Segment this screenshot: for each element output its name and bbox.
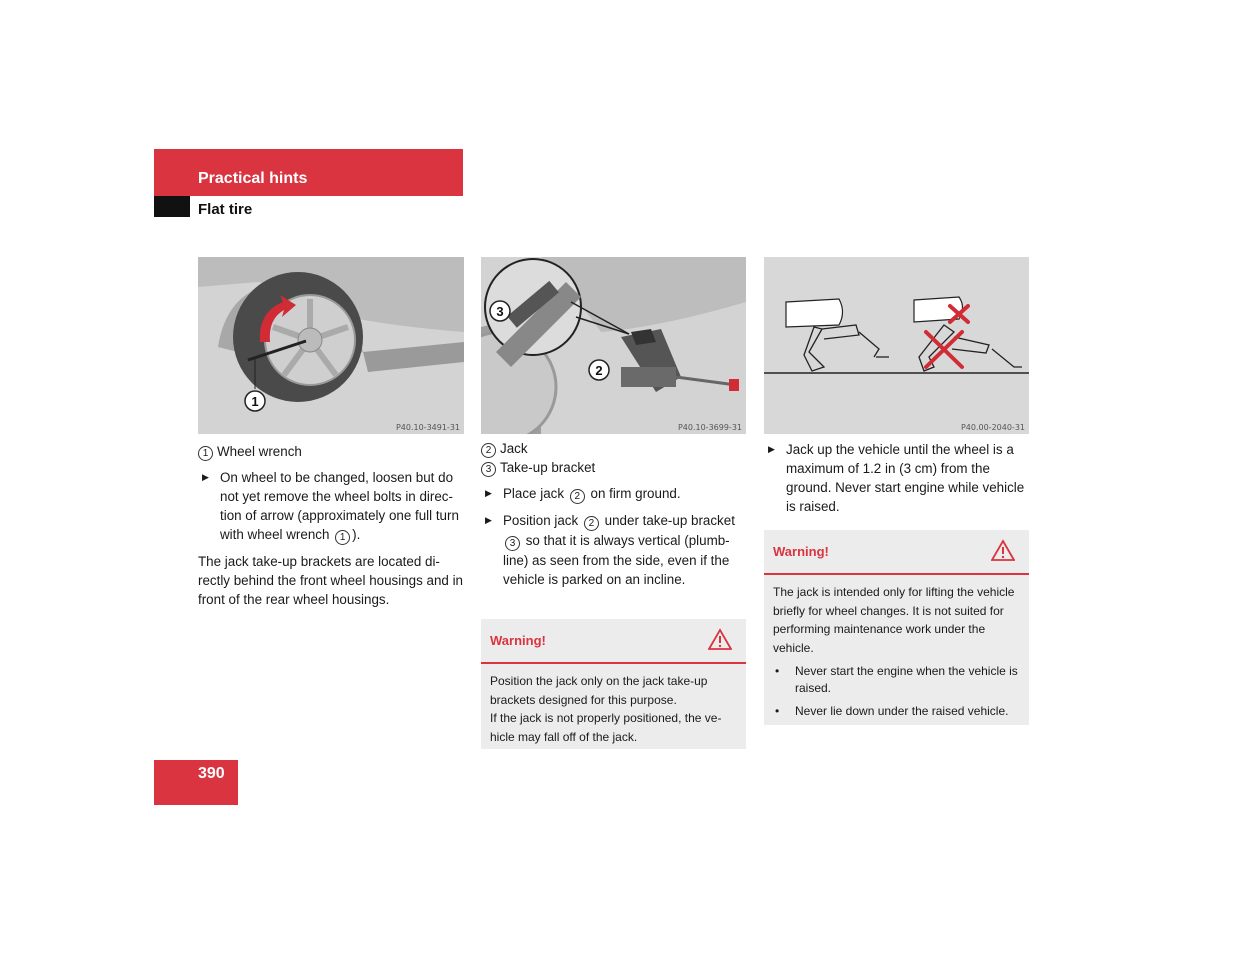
warning-text: The jack is intended only for lifting the vehicle briefly for wheel changes. It is not suited for performing maintenance work under the vehicle. (773, 585, 1015, 655)
callout-number: 2 (481, 443, 496, 458)
figure-code: P40.00-2040-31 (960, 423, 1025, 432)
triangle-right-icon: ▶ (485, 488, 492, 498)
warning-header (764, 530, 1029, 575)
instruction-step: ▶ Jack up the vehicle until the wheel is a maximum of 1.2 in (3 cm) from the ground. Never start engine while vehicle is raised. (768, 442, 1025, 514)
paragraph: The jack take-up brackets are located di-rectly behind the front wheel housings and in front of the rear wheel housings. (198, 554, 464, 607)
figure-jack-position (481, 257, 746, 434)
callout-number: 2 (570, 489, 585, 504)
callout-number: 1 (335, 530, 350, 545)
figure-code: P40.10-3491-31 (395, 423, 460, 432)
callout-number: 3 (505, 536, 520, 551)
column-2-text (481, 439, 749, 589)
subsection-title: Flat tire (198, 201, 253, 218)
instruction-step: ▶ Place jack 2 on firm ground. (485, 486, 681, 502)
triangle-right-icon: ▶ (768, 444, 775, 454)
triangle-right-icon: ▶ (485, 515, 492, 525)
column-3-text (764, 440, 1032, 516)
legend-label: Jack (500, 441, 528, 456)
callout-number: 2 (584, 516, 599, 531)
warning-body (481, 664, 746, 752)
warning-triangle-icon (708, 628, 732, 650)
warning-box (481, 619, 746, 749)
bullet-dot: • (775, 704, 780, 718)
warning-header (481, 619, 746, 664)
legend-label: Take-up bracket (500, 460, 596, 475)
legend-item (481, 458, 749, 477)
column-1-text (198, 442, 466, 609)
callout-1: 1 (251, 394, 259, 409)
warning-title: Warning! (490, 633, 546, 648)
callout-2: 2 (595, 363, 603, 378)
legend-item (198, 442, 466, 461)
bullet-item: • Never start the engine when the vehicle is raised. (775, 664, 1018, 695)
subsection-marker (154, 196, 190, 217)
warning-text: If the jack is not properly positioned, the ve-hicle may fall off of the jack. (490, 711, 722, 744)
bullet-item: • Never lie down under the raised vehicle. (775, 704, 1009, 718)
instruction-step: ▶ Position jack 2 under take-up bracket 3 so that it is always vertical (plumb-line) as seen from the side, even if the vehicle is parked on an incline. (485, 513, 735, 587)
legend-item (481, 439, 749, 458)
warning-body (764, 575, 1029, 726)
callout-3: 3 (496, 304, 504, 319)
bullet-dot: • (775, 664, 780, 678)
instruction-step: ▶ On wheel to be changed, loosen but do not yet remove the wheel bolts in direc-tion of arrow (approximately one full turn with wheel wrench 1 ). (202, 470, 459, 543)
warning-box (764, 530, 1029, 725)
warning-text: Position the jack only on the jack take-up brackets designed for this purpose. (490, 674, 708, 707)
warning-title: Warning! (773, 544, 829, 559)
page-number-box (154, 760, 238, 805)
triangle-right-icon: ▶ (202, 472, 209, 482)
figure-wheel-wrench (198, 257, 464, 434)
callout-number: 1 (198, 446, 213, 461)
page-number: 390 (198, 765, 225, 782)
figure-jack-correct-incorrect (764, 257, 1029, 434)
callout-number: 3 (481, 462, 496, 477)
section-title: Practical hints (198, 170, 308, 187)
legend-label: Wheel wrench (217, 444, 302, 459)
figure-code: P40.10-3699-31 (677, 423, 742, 432)
warning-triangle-icon (991, 539, 1015, 561)
